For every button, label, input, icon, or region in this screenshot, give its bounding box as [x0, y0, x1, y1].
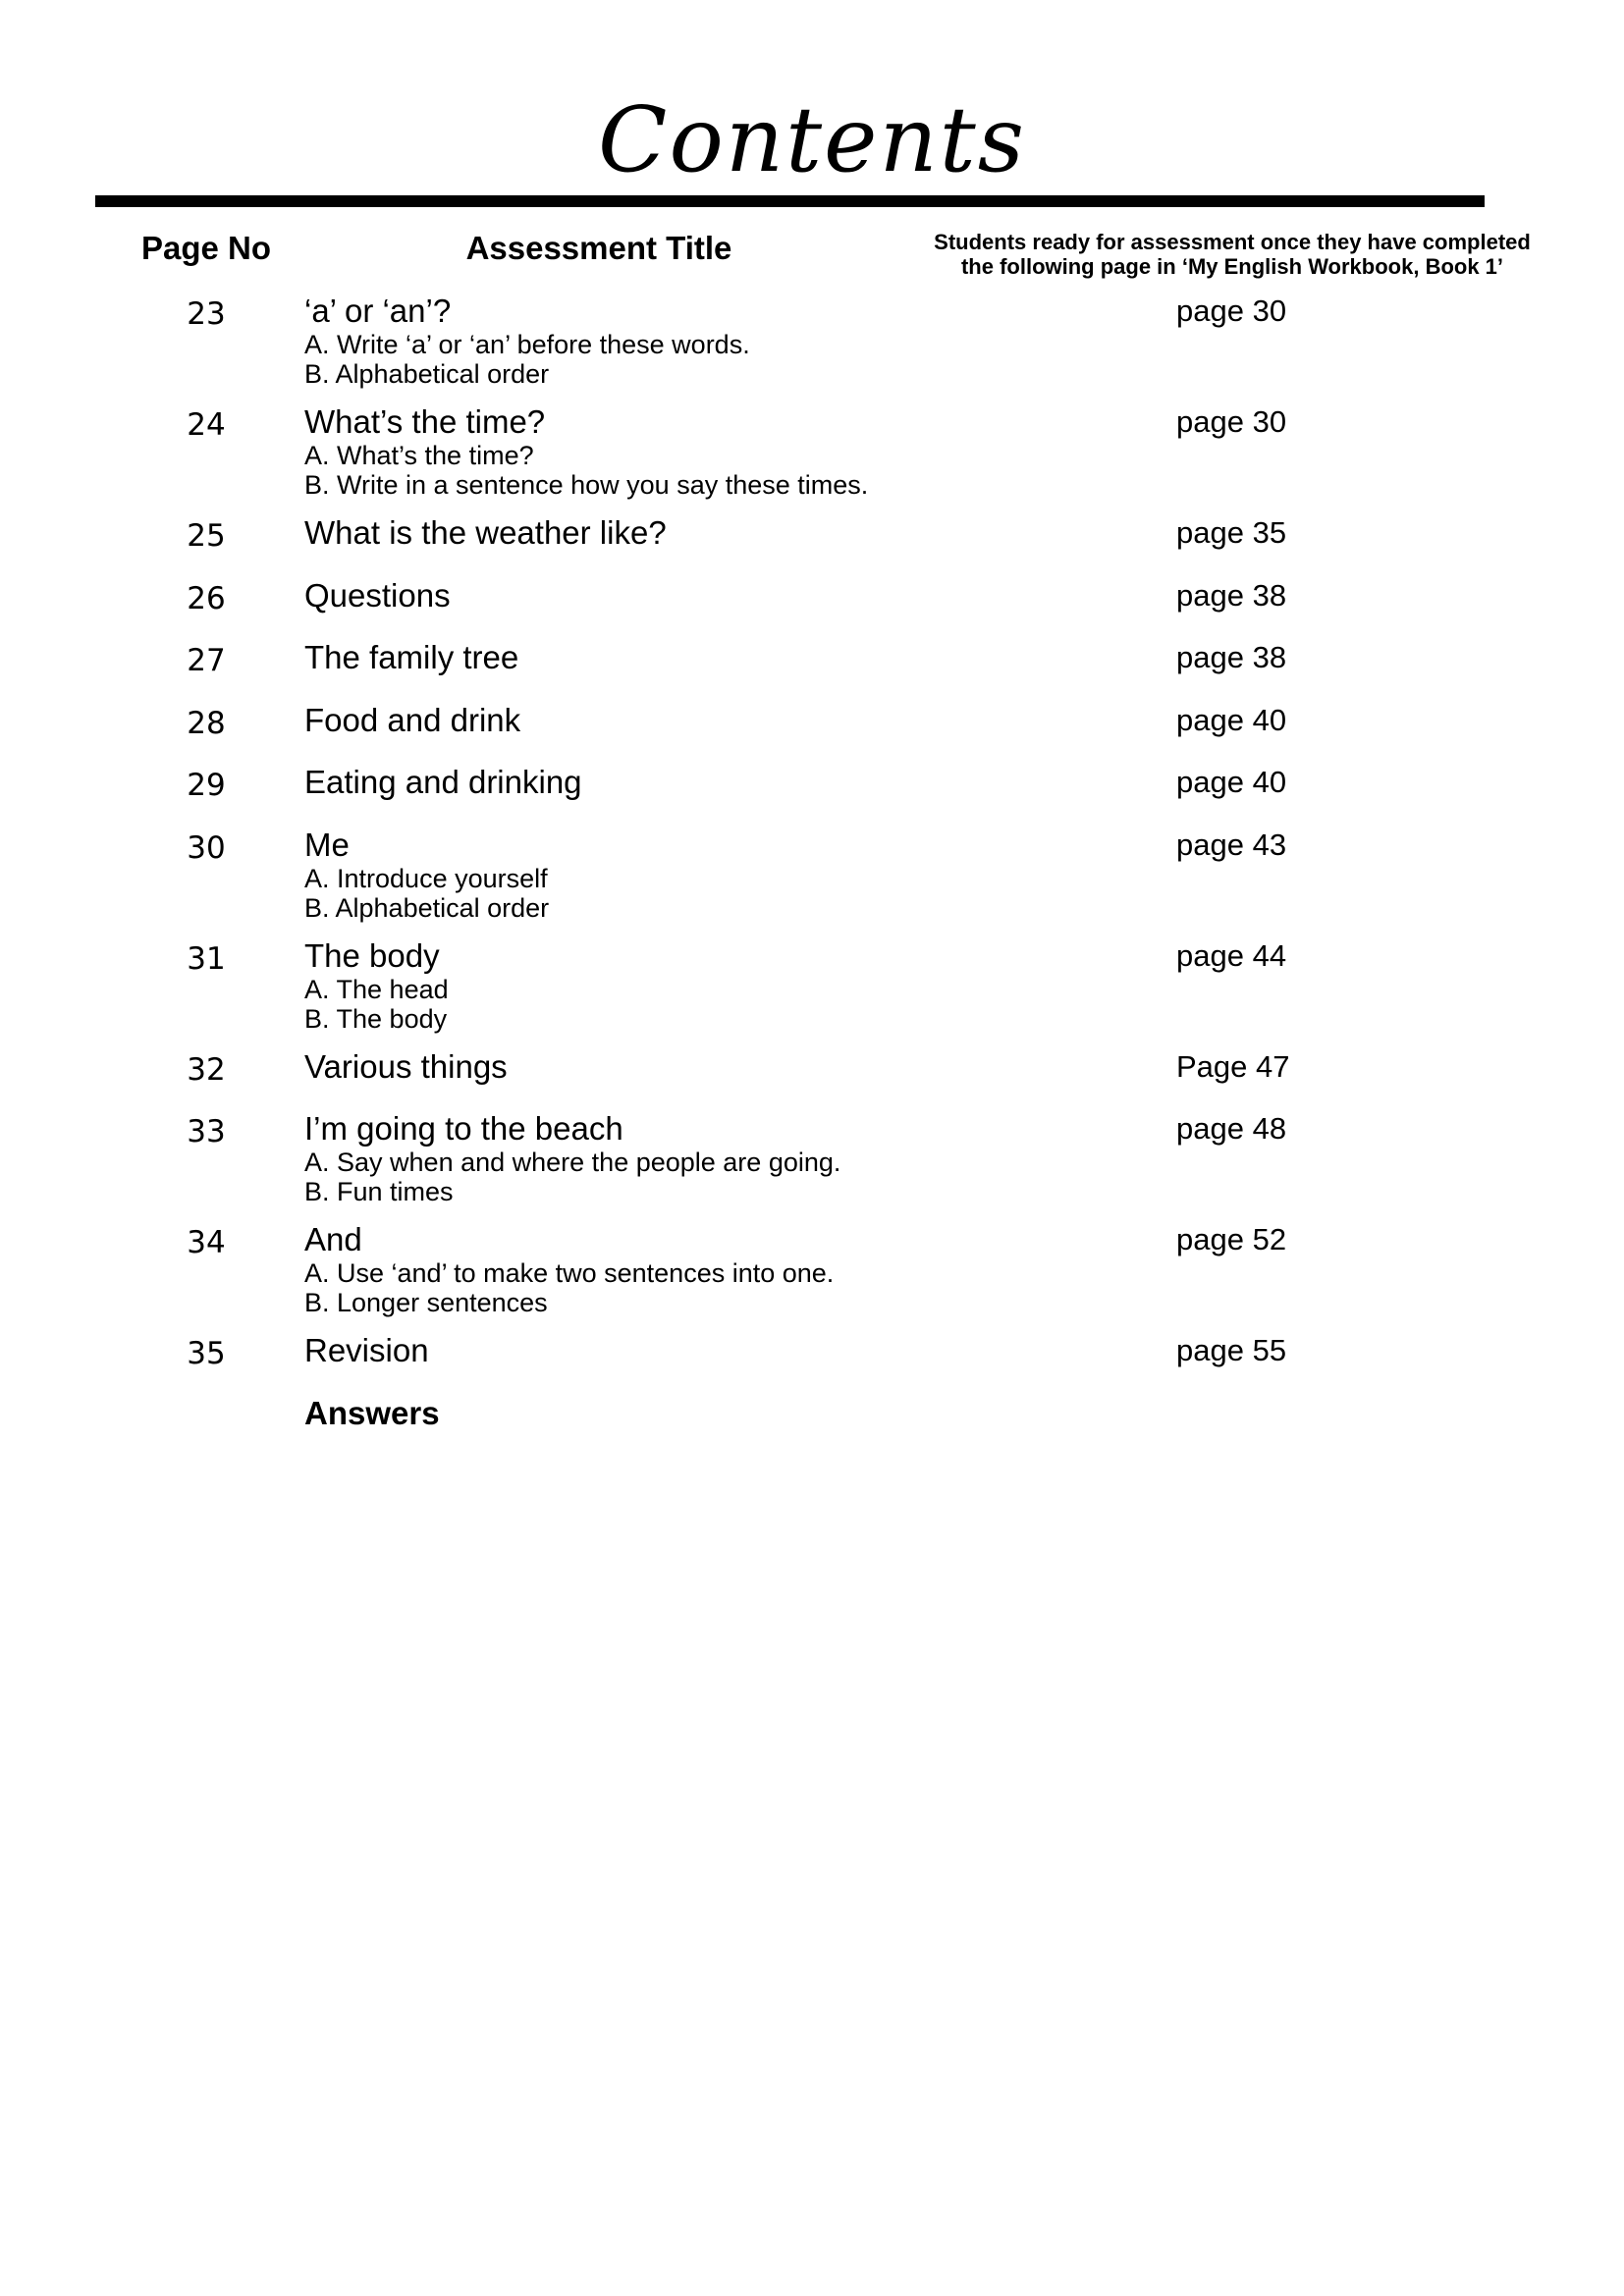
- row-title: Various things: [304, 1047, 508, 1085]
- row-workbook-page: page 43: [1176, 827, 1287, 862]
- row-page-number: 26: [187, 580, 226, 616]
- row-item: [304, 702, 1149, 739]
- row-page-number: 34: [187, 1225, 226, 1260]
- row-title: Answers: [304, 1394, 440, 1431]
- contents-row: [0, 293, 1624, 403]
- row-page-number: 31: [187, 940, 226, 977]
- contents-row: [0, 639, 1624, 702]
- row-title: The body: [304, 936, 440, 974]
- row-item: [304, 1048, 1149, 1086]
- row-page-number: 24: [187, 407, 226, 443]
- row-item: [304, 764, 1149, 801]
- row-subtitle: B. Longer sentences: [304, 1288, 548, 1317]
- row-subtitle: A. What’s the time?: [304, 441, 534, 470]
- contents-row: [0, 1221, 1624, 1332]
- row-workbook-page: page 52: [1176, 1222, 1287, 1256]
- row-subtitle: A. Introduce yourself: [304, 863, 548, 893]
- row-item: [304, 514, 1149, 552]
- row-item: [304, 1395, 1149, 1432]
- row-item: [304, 827, 1149, 923]
- row-title: I’m going to the beach: [304, 1110, 623, 1147]
- row-page-number: 32: [187, 1051, 226, 1088]
- column-header-assessment-title: Assessment Title: [465, 230, 732, 266]
- contents-row: [0, 937, 1624, 1048]
- contents-row: [0, 1395, 1624, 1458]
- contents-row: [0, 1048, 1624, 1111]
- contents-row: [0, 764, 1624, 827]
- row-title: Questions: [304, 576, 451, 614]
- row-subtitle: B. The body: [304, 1003, 448, 1034]
- row-item: [304, 1332, 1149, 1369]
- row-workbook-page: page 40: [1176, 702, 1287, 737]
- row-workbook-page: page 38: [1176, 640, 1287, 674]
- row-workbook-page: Page 47: [1176, 1048, 1290, 1084]
- column-header-page-no: Page No: [140, 230, 272, 266]
- contents-row: [0, 827, 1624, 937]
- row-page-number: 28: [187, 705, 226, 741]
- row-workbook-page: page 30: [1176, 294, 1287, 328]
- row-page-number: 30: [187, 829, 226, 866]
- row-item: [304, 639, 1149, 676]
- row-title: Revision: [304, 1332, 429, 1368]
- row-title: Eating and drinking: [304, 764, 582, 800]
- row-title: Me: [304, 826, 350, 863]
- row-workbook-page: page 40: [1176, 765, 1287, 799]
- row-title: And: [304, 1221, 362, 1257]
- row-title: The family tree: [304, 639, 519, 675]
- row-item: [304, 403, 1149, 500]
- row-item: [304, 577, 1149, 614]
- row-title: What is the weather like?: [304, 514, 667, 551]
- row-item: [304, 1221, 1149, 1317]
- row-title: ‘a’ or ‘an’?: [304, 293, 452, 329]
- row-item: [304, 293, 1149, 389]
- row-subtitle: A. Say when and where the people are going.: [304, 1148, 841, 1177]
- contents-row: [0, 403, 1624, 514]
- row-workbook-page: page 55: [1176, 1333, 1287, 1367]
- row-workbook-page: page 48: [1176, 1111, 1287, 1146]
- contents-list: [0, 293, 1624, 1457]
- row-subtitle: B. Write in a sentence how you say these times.: [304, 470, 869, 500]
- row-subtitle: A. The head: [304, 974, 449, 1004]
- page-title: Contents: [598, 87, 1026, 192]
- row-title: Food and drink: [304, 701, 521, 738]
- row-item: [304, 937, 1149, 1034]
- column-header-ready: [913, 230, 1551, 279]
- row-subtitle: B. Alphabetical order: [304, 892, 550, 923]
- row-page-number: 29: [187, 768, 226, 803]
- contents-row: [0, 1332, 1624, 1395]
- row-page-number: 35: [187, 1336, 226, 1371]
- row-title: What’s the time?: [304, 403, 546, 440]
- row-item: [304, 1110, 1149, 1206]
- contents-row: [0, 514, 1624, 577]
- row-workbook-page: page 30: [1176, 404, 1287, 439]
- row-page-number: 33: [187, 1114, 226, 1149]
- row-page-number: 25: [187, 518, 226, 554]
- contents-row: [0, 577, 1624, 640]
- row-subtitle: A. Write ‘a’ or ‘an’ before these words.: [304, 330, 750, 359]
- ready-line-2: the following page in ‘My English Workbook, Book 1’: [960, 254, 1504, 279]
- title-rule: [95, 195, 1485, 207]
- row-workbook-page: page 44: [1176, 937, 1287, 973]
- row-workbook-page: page 35: [1176, 515, 1287, 550]
- row-subtitle: A. Use ‘and’ to make two sentences into one.: [304, 1258, 835, 1288]
- row-page-number: 23: [187, 296, 226, 332]
- contents-row: [0, 1110, 1624, 1221]
- ready-line-1: Students ready for assessment once they have completed: [934, 230, 1531, 254]
- row-subtitle: B. Alphabetical order: [304, 359, 550, 389]
- row-page-number: 27: [187, 643, 226, 678]
- contents-row: [0, 702, 1624, 765]
- row-workbook-page: page 38: [1176, 577, 1287, 613]
- row-subtitle: B. Fun times: [304, 1177, 454, 1206]
